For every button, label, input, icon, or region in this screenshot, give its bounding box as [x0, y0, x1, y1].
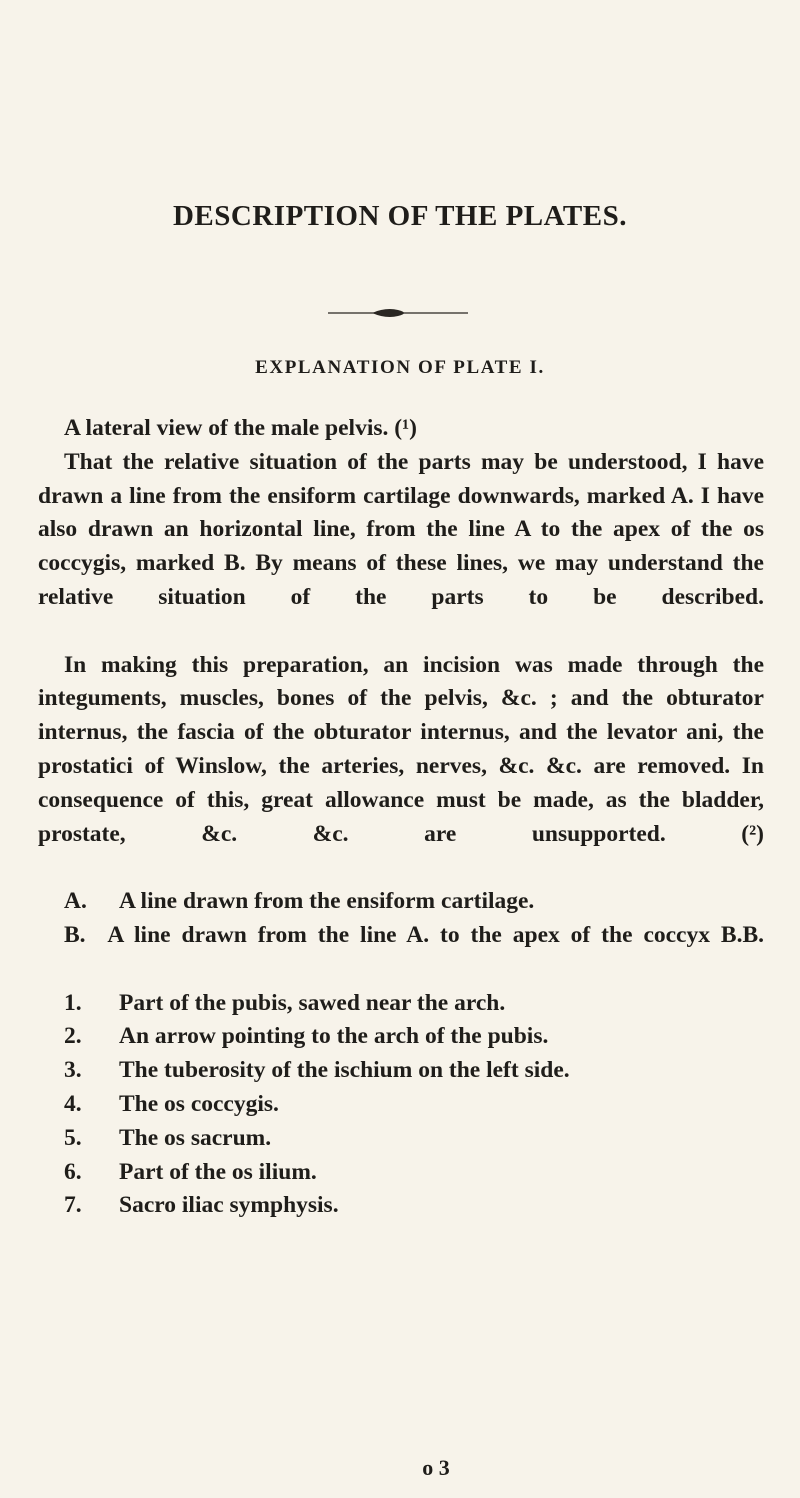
legend-key: 6. [64, 1158, 82, 1185]
legend-text: Sacro iliac symphysis. [119, 1192, 339, 1219]
legend-text: The os sacrum. [119, 1124, 272, 1151]
legend-text: A line drawn from the line A. to the apex of the coccyx B.B. [107, 921, 765, 948]
legend-text: A line drawn from the ensiform cartilage. [119, 888, 535, 915]
legend-key: 7. [64, 1192, 82, 1219]
legend-key: 5. [64, 1124, 82, 1151]
legend-item [38, 1088, 764, 1122]
explanation-paragraph: That the relative situation of the parts may be understood, I have drawn a line from the ensiform cartilage downwards, marked A. I have also drawn an horizontal line, from the line A to the apex of the os coccygis, marked B. By means of these lines, we may understand the relative situation of the parts to be described. [38, 448, 764, 610]
text-body [38, 412, 764, 1223]
legend-item [38, 1122, 764, 1156]
legend-text: The tuberosity of the ischium on the left side. [119, 1057, 570, 1084]
plate-heading: EXPLANATION OF PLATE I. [255, 357, 545, 378]
divider-ornament [328, 306, 468, 320]
intro-paragraph: A lateral view of the male pelvis. (¹) [64, 415, 417, 441]
legend-key: 4. [64, 1090, 82, 1117]
legend-text: An arrow pointing to the arch of the pubis. [119, 1023, 549, 1050]
legend-item [38, 1020, 764, 1054]
legend-key: 1. [64, 989, 82, 1016]
preparation-paragraph: In making this preparation, an incision was made through the integuments, muscles, bones of the pelvis, &c. ; and the obturator internus, the fascia of the obturator internus, and the levator ani, the prostatici of Winslow, the arteries, nerves, &c. &c. are removed. In consequence of this, great allowance must be made, as the bladder, prostate, &c. &c. are unsupported. (²) [38, 651, 764, 847]
page-title: DESCRIPTION OF THE PLATES. [172, 200, 627, 232]
legend-item [38, 1189, 764, 1223]
legend-key: 2. [64, 1023, 82, 1050]
legend-item [38, 919, 764, 987]
legend-key: A. [64, 888, 87, 915]
signature-mark: o 3 [422, 1455, 450, 1480]
legend-key: B. [64, 921, 86, 948]
legend-item [38, 885, 764, 919]
legend-text: The os coccygis. [119, 1090, 279, 1117]
legend-item [38, 1156, 764, 1190]
legend-text: Part of the pubis, sawed near the arch. [119, 989, 506, 1016]
legend-item [38, 987, 764, 1021]
legend-key: 3. [64, 1057, 82, 1084]
legend-item [38, 1054, 764, 1088]
legend-text: Part of the os ilium. [119, 1158, 317, 1185]
